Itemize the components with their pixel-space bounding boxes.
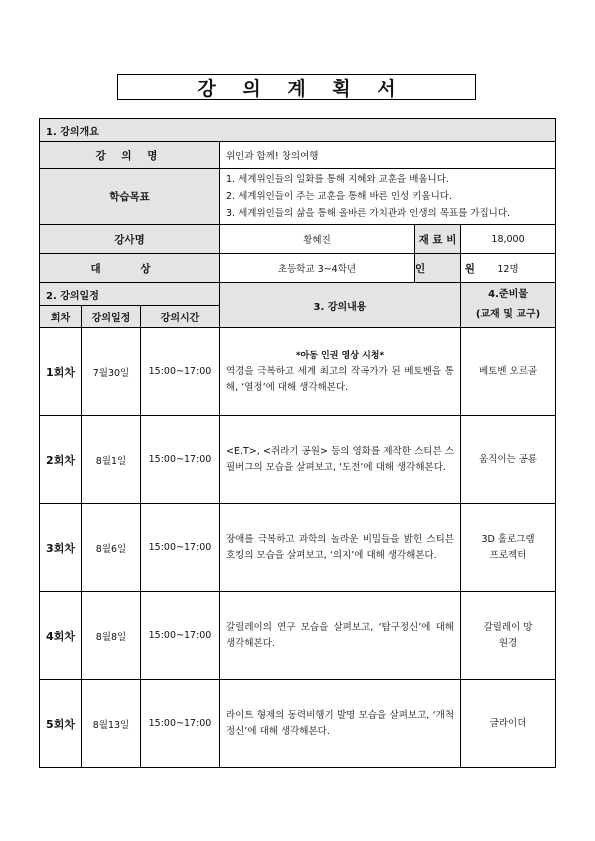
time-cell: 15:00~17:00	[141, 592, 220, 680]
schedule-row	[40, 592, 556, 680]
content-cell: <E.T>, <쥐라기 공원> 등의 영화를 제작한 스티븐 스필버그의 모습을 살펴보고, ‘도전’에 대해 생각해본다.	[220, 416, 461, 504]
content-cell	[220, 328, 461, 416]
schedule-row	[40, 680, 556, 768]
instructor-label: 강사명	[40, 225, 220, 254]
content-note: *아동 인권 영상 시청*	[295, 350, 385, 361]
document-title: 강 의 계 획 서	[197, 77, 406, 100]
fee-value: 18,000	[461, 225, 556, 254]
course-plan-table	[39, 118, 556, 768]
content-text: 역경을 극복하고 세계 최고의 작곡가가 된 베토벤을 통해, ‘열정’에 대해 생각해본다.	[226, 365, 454, 393]
time-cell: 15:00~17:00	[141, 504, 220, 592]
course-name-label: 강 의 명	[40, 142, 220, 169]
goals-list	[220, 169, 556, 225]
materials-cell: 움직이는 공룡	[461, 416, 556, 504]
schedule-section-label: 2. 강의일정	[40, 283, 220, 306]
document-title-box	[117, 74, 476, 100]
instructor-value: 황혜진	[220, 225, 415, 254]
content-cell: 장애를 극복하고 과학의 놀라운 비밀들을 밝힌 스티븐 호킹의 모습을 살펴보고, ‘의지’에 대해 생각해본다.	[220, 504, 461, 592]
content-cell: 갈릴레이의 연구 모습을 살펴보고, ‘탐구정신’에 대해 생각해본다.	[220, 592, 461, 680]
materials-header-line1: 4.준비물	[488, 289, 528, 300]
headcount-value: 12명	[461, 254, 556, 283]
session-column-header: 회차	[40, 306, 82, 328]
time-cell: 15:00~17:00	[141, 416, 220, 504]
schedule-row	[40, 416, 556, 504]
content-column-header: 3. 강의내용	[220, 283, 461, 328]
materials-header-line2: (교재 및 교구)	[475, 309, 541, 320]
course-name-value: 위인과 함께! 창의여행	[220, 142, 556, 169]
date-cell: 8월6일	[82, 504, 141, 592]
headcount-label: 인 원	[415, 254, 461, 283]
date-cell: 8월8일	[82, 592, 141, 680]
materials-cell: 갈릴레이 망원경	[461, 592, 556, 680]
date-cell: 8월1일	[82, 416, 141, 504]
time-cell: 15:00~17:00	[141, 328, 220, 416]
target-label: 대 상	[40, 254, 220, 283]
session-cell: 4회차	[40, 592, 82, 680]
materials-cell: 글라이더	[461, 680, 556, 768]
time-cell: 15:00~17:00	[141, 680, 220, 768]
fee-label: 재 료 비	[415, 225, 461, 254]
session-cell: 5회차	[40, 680, 82, 768]
overview-section-label: 1. 강의개요	[40, 119, 556, 142]
date-cell: 8월13일	[82, 680, 141, 768]
materials-cell: 3D 홀로그램 프로젝터	[461, 504, 556, 592]
time-column-header: 강의시간	[141, 306, 220, 328]
session-cell: 2회차	[40, 416, 82, 504]
goals-label: 학습목표	[40, 169, 220, 225]
content-cell: 라이트 형제의 동력비행기 발명 모습을 살펴보고, ‘개척정신’에 대해 생각해본다.	[220, 680, 461, 768]
goal-item: 3. 세계위인들의 삶을 통해 올바른 가치관과 인생의 목표를 가집니다.	[226, 208, 511, 219]
materials-cell: 베토벤 오르골	[461, 328, 556, 416]
materials-column-header	[461, 283, 556, 328]
session-cell: 3회차	[40, 504, 82, 592]
goal-item: 2. 세계위인들이 주는 교훈을 통해 바른 인성 키웁니다.	[226, 191, 452, 202]
date-column-header: 강의일정	[82, 306, 141, 328]
schedule-row	[40, 504, 556, 592]
target-value: 초등학교 3~4학년	[220, 254, 415, 283]
schedule-row	[40, 328, 556, 416]
session-cell: 1회차	[40, 328, 82, 416]
date-cell: 7월30일	[82, 328, 141, 416]
goal-item: 1. 세계위인들의 일화를 통해 지혜와 교훈을 배웁니다.	[226, 174, 449, 185]
